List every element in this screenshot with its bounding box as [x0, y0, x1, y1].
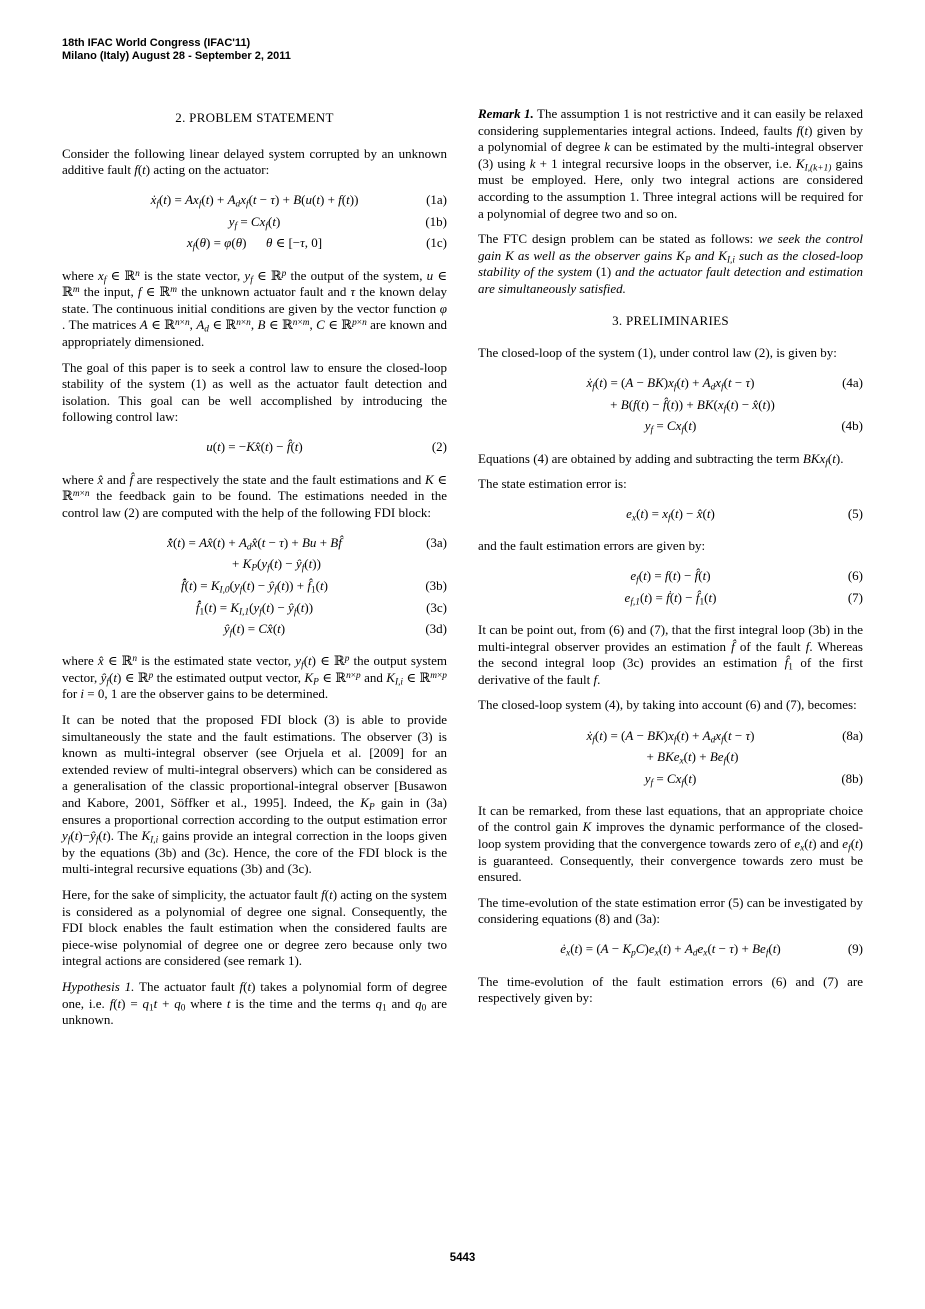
equation-5-body: $e_x(t) = x_f(t)$ − x̂(t) — [626, 506, 715, 524]
page-header — [62, 37, 291, 62]
equation-3b-number: (3b) — [425, 577, 447, 593]
equation-4b — [478, 416, 863, 438]
equation-3c-number: (3c) — [426, 599, 447, 615]
equation-group-1 — [62, 190, 447, 255]
equation-group-8 — [478, 725, 863, 790]
equation-4b-number: (4b) — [841, 418, 863, 434]
equation-3b-body: f̂̇(t) = $K_{I,0}(y_f(t)$ − $ŷ_f(t)$) + $f̂_1(t)$ — [181, 577, 328, 596]
equation-5 — [478, 504, 863, 526]
paragraph-noted: It can be noted that the proposed FDI block (3) is able to provide simultaneously the state and the fault estimations. The observer (3) is known as multi-integral observer (see Orjuela et al. [2009] for an extended review of multi-integral observers) which can be considered as a generalisation of the classic proportional-integral observer [Busawon and Kabore, 2001, Söffker et al., 1995]. Indeed, the $K_P$ gain in (3a) ensures a proportional correction according to the output estimation error $y_f(t)-ŷ_f(t)$. The $K_{I,i}$ gains provide an integral correction in the loops given by the equations (3b) and (3c). Hence, the core of the FDI block is the multi-integral recursive equations (3b) and (3c). — [62, 712, 447, 877]
equation-1b — [62, 211, 447, 233]
equation-1c — [62, 233, 447, 255]
paragraph-final: The time-evolution of the fault estimation errors (6) and (7) are respectively given by: — [478, 973, 863, 1006]
equation-4a — [478, 373, 863, 395]
paragraph-intro: Consider the following linear delayed system corrupted by an unknown additive fault f(t) acting on the actuator: — [62, 145, 447, 178]
equation-8a-line1: ẋ$_f$(t) = $(A - BK)x_f(t) + A_dx_f(t - \tau)$ — [586, 727, 755, 745]
equation-6-body: $e_f(t) = f(t)$ − f̂(t) — [630, 568, 711, 586]
equation-5-number: (5) — [847, 506, 863, 522]
paragraph-pointout: It can be point out, from (6) and (7), that the first integral loop (3b) in the multi-integral observer provides an estimation f̂ of the fault f. Whereas the second integral loop (3c) provides an estimation $f̂_1$ of the first derivative of the fault f. — [478, 622, 863, 687]
equation-8b-body: $y_f = Cx_f(t)$ — [644, 770, 697, 789]
paragraph-remarked: It can be remarked, from these last equations, that an appropriate choice of the control gain K improves the dynamic performance of the closed-loop system providing that the convergence towards zero of $e_x(t)$ and $e_f(t)$ is guaranteed. Consequently, their convergence towards zero must be ensured. — [478, 802, 863, 885]
paragraph-state-error: The state estimation error is: — [478, 476, 627, 492]
equation-group-5 — [478, 504, 863, 526]
equation-4b-body: $y_f = Cx_f(t)$ — [644, 418, 697, 436]
equation-1b-number: (1b) — [425, 213, 447, 229]
equation-8a — [478, 725, 863, 747]
paragraph-where-system: where $x_f$ ∈ ℝ$^n$ is the state vector, $y_f$ ∈ ℝ$^p$ the output of the system, u ∈ ℝ$^m$ the input, f ∈ ℝ$^m$ the unknown actuator fault and τ the known delay state. The continuous initial conditions are given by the vector function φ . The matrices A ∈ ℝ$^{n\times n}$, $A_d$ ∈ ℝ$^{n\times n}$, B ∈ ℝ$^{n\times m}$, C ∈ ℝ$^{p\times n}$ are known and appropriately dimensioned. — [62, 267, 448, 349]
equation-3a-continuation — [62, 554, 447, 576]
section-heading-problem-statement: 2. PROBLEM STATEMENT — [175, 110, 334, 125]
right-column — [478, 106, 863, 1038]
equation-2-number: (2) — [431, 439, 447, 455]
equation-2-body: u(t) = −Kx̂(t) − f̂(t) — [206, 439, 303, 455]
equation-2 — [62, 437, 447, 459]
equation-6 — [478, 566, 863, 588]
equation-3d-body: $ŷ_f(t)$ = Cx̂(t) — [223, 621, 286, 639]
equation-3a-line1: x̂̇(t) = Ax̂(t) + $A_dx̂(t - \tau) + Bu$ + Bf̂ — [167, 534, 342, 553]
equation-1c-number: (1c) — [426, 235, 447, 251]
equation-3d-number: (3d) — [425, 621, 447, 637]
equation-8a-line2: + $BKe_x(t) + Be_f(t)$ — [646, 749, 739, 767]
two-column-body — [62, 106, 863, 1038]
equation-3a — [62, 532, 447, 554]
header-line-1: 18th IFAC World Congress (IFAC'11) — [62, 37, 251, 49]
paragraph-closedloop: The closed-loop of the system (1), under control law (2), is given by: — [478, 345, 837, 361]
equation-9-body: $ė_x(t) = (A - K_pC)e_x(t) + A_de_x(t - \tau) + Be_f(t)$ — [560, 941, 781, 959]
equation-8a-continuation — [478, 747, 863, 769]
equation-7-body: $e_{f,1}(t)$ = ḟ(t) − $f̂_1(t)$ — [624, 589, 717, 608]
paragraph-goal: The goal of this paper is to seek a control law to ensure the closed-loop stability of the system (1) as well as the actuator fault detection and isolation. This goal can be well accomplished by introducing the following control law: — [62, 359, 447, 425]
equation-4a-line1: ẋ$_f$(t) = $(A - BK)x_f(t) + A_dx_f(t - \tau)$ — [586, 375, 755, 393]
equation-group-6-7 — [478, 566, 863, 609]
equation-9 — [478, 939, 863, 961]
equation-1c-body: $x_f(\theta) = \varphi(\theta)$ θ ∈ [−τ, 0] — [186, 235, 323, 253]
equation-7-number: (7) — [847, 589, 863, 605]
paragraph-equations4: Equations (4) are obtained by adding and subtracting the term BKx$_f$(t). — [478, 450, 844, 468]
equation-4a-number: (4a) — [842, 375, 863, 391]
equation-4a-continuation — [478, 394, 863, 416]
paragraph-fault-errors: and the fault estimation errors are given by: — [478, 538, 706, 554]
equation-1a-number: (1a) — [426, 192, 447, 208]
paragraph-simplicity: Here, for the sake of simplicity, the actuator fault f(t) acting on the system is considered as a polynomial of degree one signal. Consequently, the FDI block enables the fault estimation when the considered faults are piece-wise polynomial of degree one or degree zero because only two integral actions are considered (see remark 1). — [62, 886, 447, 969]
equation-1a — [62, 190, 447, 212]
paragraph-hypothesis: Hypothesis 1. The actuator fault f(t) takes a polynomial form of degree one, i.e. $f(t) = q_1t + q_0$ where t is the time and the terms $q_1$ and $q_0$ are unknown. — [62, 978, 447, 1028]
paragraph-becomes: The closed-loop system (4), by taking into account (6) and (7), becomes: — [478, 697, 857, 713]
equation-3d — [62, 619, 447, 641]
equation-8b — [478, 768, 863, 790]
equation-8b-number: (8b) — [841, 770, 863, 786]
left-column — [62, 106, 447, 1038]
equation-group-4 — [478, 373, 863, 438]
section-heading-preliminaries: 3. PRELIMINARIES — [612, 312, 729, 328]
equation-group-2 — [62, 437, 447, 459]
equation-group-9 — [478, 939, 863, 961]
equation-1b-body: $y_f = Cx_f(t)$ — [228, 213, 281, 232]
equation-1a-body: ẋ$_f$(t) = $Ax_f(t) + A_dx_f(t - \tau) + B(u(t) + f(t))$ — [150, 192, 359, 210]
equation-group-3 — [62, 532, 447, 640]
equation-3b — [62, 575, 447, 597]
paragraph-remark: Remark 1. The assumption 1 is not restrictive and it can easily be relaxed considering supplementaries integral actions. Indeed, faults f(t) given by a polynomial of degree k can be estimated by the multi-integral observer (3) using k + 1 integral recursive loops in the observer, i.e. $K_{I,(k+1)}$ gains must be employed. Here, only two integral actions are considered according to the assumption 1. Three integral actions will be required for a polynomial of degree two and so on. — [478, 106, 863, 221]
equation-3a-line2: + $K_P(y_f(t)$ − $ŷ_f(t)$) — [232, 556, 321, 574]
equation-8a-number: (8a) — [842, 727, 863, 743]
page-footer — [0, 1252, 925, 1264]
equation-9-number: (9) — [847, 941, 863, 957]
paragraph-ftc-problem: The FTC design problem can be stated as follows: we seek the control gain K as well as the observer gains $K_P$ and $K_{I,i}$ such as the closed-loop stability of the system (1) and the actuator fault detection and estimation are simultaneously satisfied. — [478, 231, 864, 296]
equation-4a-line2: + B(f(t) − f̂(t)) + $BK(x_f(t)$ − x̂(t)) — [610, 396, 775, 415]
paragraph-where-control: where x̂ and f̂ are respectively the state and the fault estimations and K ∈ ℝ$^{m\times n}$ the feedback gain to be found. The estimations needed in the control law (2) are computed with the help of the following FDI block: — [62, 471, 447, 520]
page-number: 5443 — [449, 1252, 476, 1264]
equation-6-number: (6) — [847, 568, 863, 584]
equation-7 — [478, 587, 863, 609]
paragraph-where-observer: where x̂ ∈ ℝ$^n$ is the estimated state vector, $y_f(t)$ ∈ ℝ$^p$ the output system vector, $ŷ_f(t)$ ∈ ℝ$^p$ the estimated output vector, $K_P$ ∈ ℝ$^{n\times p}$ and $K_{I,i}$ ∈ ℝ$^{m\times p}$ for i = 0, 1 are the observer gains to be determined. — [62, 653, 447, 702]
header-line-2: Milano (Italy) August 28 - September 2, 2011 — [62, 49, 291, 62]
equation-3c — [62, 597, 447, 619]
equation-3a-number: (3a) — [426, 534, 447, 550]
paragraph-timeevo: The time-evolution of the state estimation error (5) can be investigated by considering equations (8) and (3a): — [478, 894, 863, 927]
equation-3c-body: $f̂̇_1(t) = K_{I,1}(y_f(t)$ − $ŷ_f(t)$) — [195, 599, 314, 617]
